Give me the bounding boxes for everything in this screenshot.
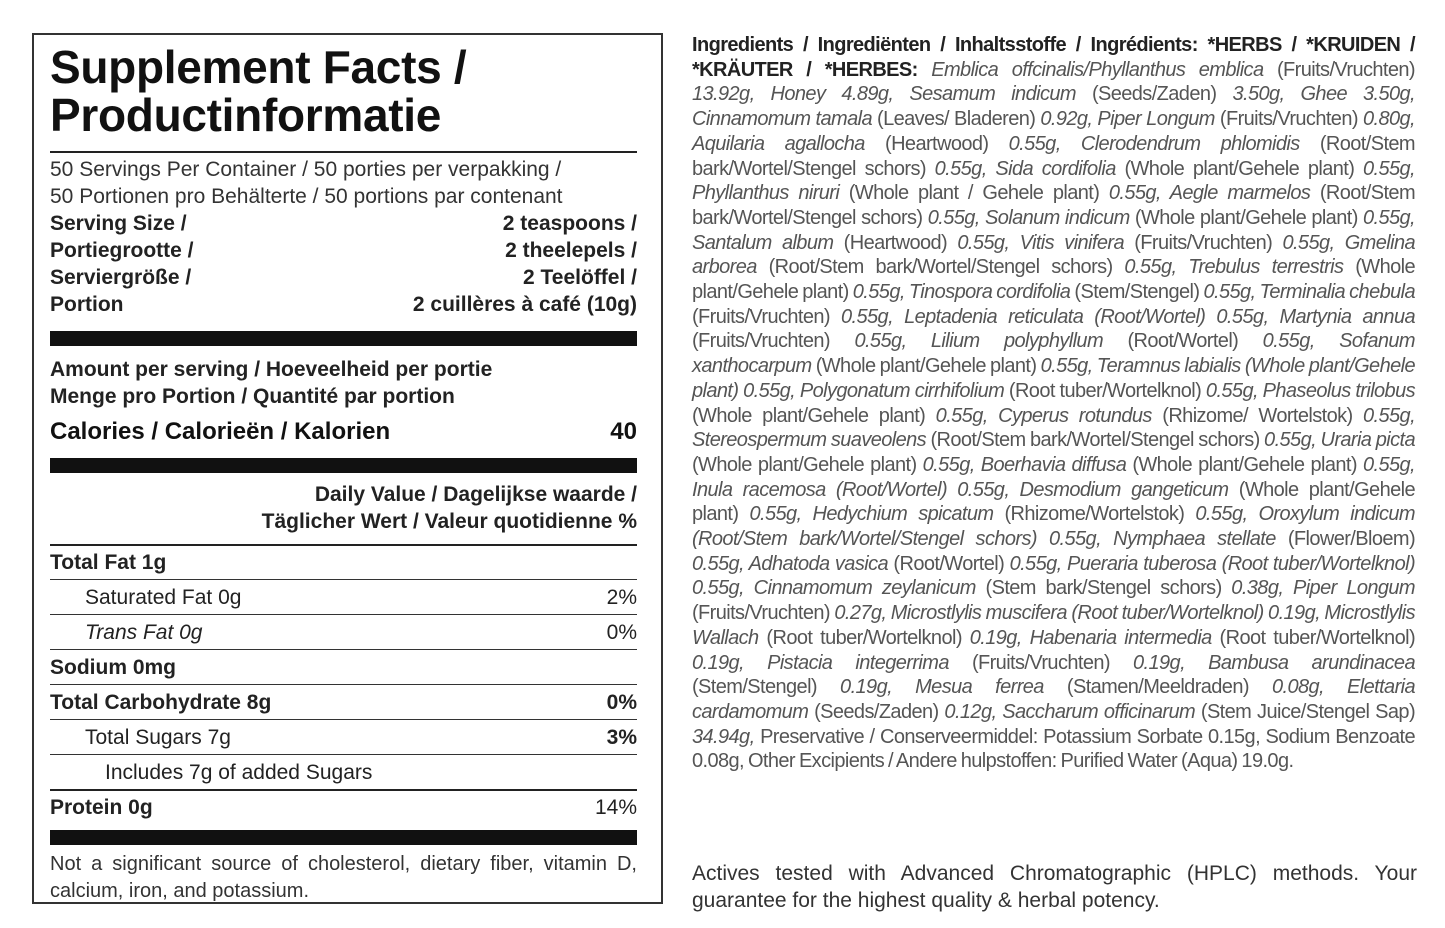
serving-size-label: Portiegrootte / — [50, 239, 194, 262]
nutrient-row-protein — [50, 789, 637, 824]
ingredient-part: (Stamen/Meeldraden) — [1043, 676, 1249, 699]
ingredient-name: Adhatoda vasica — [744, 552, 889, 575]
ingredient-part: (Fruits/Vruchten) — [1214, 108, 1358, 131]
ingredient-amount: 0.55g, — [1354, 157, 1415, 180]
ingredients-heading: Ingredients / Ingrediënten / Inhaltsstoffe / Ingrédients: *HERBS / *KRUIDEN / *KRÄUTER / *HERBES: — [692, 34, 1415, 81]
serving-size-value: 2 cuillères à café (10g) — [412, 293, 637, 316]
nutrient-pct: 0% — [606, 621, 637, 644]
serving-size-value: 2 theelepels / — [505, 239, 637, 262]
ingredient-item — [795, 380, 1258, 402]
ingredients-tail: Preservative / Conserveermiddel: Potassium Sorbate 0.15g, Sodium Benzoate 0.08g, Other Excipients / Andere hulpstoffen: Purified Water (Aqua) 19.0g. — [692, 725, 1415, 773]
ingredient-part: (Whole plant/Gehele plant) — [692, 453, 917, 476]
calories-row — [50, 417, 637, 447]
ingredient-item — [905, 281, 1256, 303]
ingredient-part: (Whole plant/Gehele plant) — [692, 478, 1415, 526]
ingredient-name: Elettaria cardamomum — [692, 676, 1415, 723]
ingredient-item — [744, 553, 1062, 575]
ingredient-part: (Rhizome/Wortelstok) — [993, 503, 1185, 526]
ingredient-item — [892, 676, 1324, 698]
ingredient-item — [744, 577, 1283, 599]
ingredient-name: Pueraria tuberosa (Root tuber/Wortelknol) — [1061, 552, 1416, 575]
ingredient-name: Sofanum xanthocarpum — [692, 330, 1415, 378]
ingredient-part: (Fruits/Vruchten) — [948, 651, 1110, 674]
ingredient-amount: 0.55g, — [988, 132, 1061, 155]
ingredient-name: Piper Longum — [1092, 108, 1215, 131]
ingredient-amount: 0.55g, — [829, 330, 907, 353]
ingredient-name: Boerhavia diffusa — [974, 453, 1127, 476]
ingredient-item — [692, 429, 1316, 451]
ingredient-item — [987, 158, 1415, 180]
nutrient-pct: 2% — [606, 586, 637, 609]
ingredient-amount: 0.55g, — [1259, 429, 1317, 452]
daily-value-header — [50, 481, 637, 535]
ingredient-part: (Whole plant/Gehele plant) — [692, 256, 1415, 304]
ingredient-part: (Root tuber/Wortelknol) — [758, 626, 962, 649]
ingredient-item — [1092, 108, 1415, 130]
ingredient-part: (Stem bark/Stengel schors) — [975, 577, 1222, 600]
ingredient-amount: 0.55g, — [925, 404, 988, 427]
nutrient-label: Total Sugars 7g — [85, 726, 231, 749]
ingredient-name: Martynia annua — [1268, 305, 1415, 328]
ingredient-item — [980, 207, 1415, 229]
ingredient-item — [692, 182, 1161, 204]
ingredient-amount: 0.55g, — [1099, 182, 1161, 205]
ingredient-name: Oroxylum indicum (Root/Stem bark/Wortel/Stengel schors) — [692, 503, 1415, 551]
ingredient-amount: 0.19g, — [692, 651, 745, 674]
ingredient-part: (Heartwood) — [833, 231, 948, 254]
ingredient-item — [692, 232, 1009, 254]
ingredient-amount: 0.38g, — [1221, 577, 1284, 600]
actives-statement: Actives tested with Advanced Chromatographic (HPLC) methods. Your guarantee for the highest quality & herbal potency. — [692, 862, 1417, 912]
ingredient-item — [893, 83, 1284, 105]
ingredient-amount: 0.19g, — [1263, 602, 1321, 625]
ingredient-amount: 3.50g, — [1216, 83, 1285, 106]
ingredient-name: Saccharum officinarum — [996, 700, 1196, 723]
ingredient-part: (Stem/Stengel) — [692, 676, 817, 699]
amount-line1: Amount per serving / Hoeveelheid per portie — [50, 358, 493, 381]
ingredient-name: Cinnamomum tamala — [692, 108, 872, 131]
ingredient-item — [755, 83, 894, 105]
ingredient-part: (Root tuber/Wortelknol) — [1004, 379, 1202, 402]
ingredient-name: Ghee 3.50g, — [1284, 83, 1416, 106]
ingredient-items — [692, 59, 1415, 748]
ingredient-part: (Seeds/Zaden) — [808, 700, 939, 723]
calories-value: 40 — [610, 418, 637, 445]
ingredient-part: (Fruits/Vruchten) — [692, 305, 830, 328]
ingredient-item — [692, 108, 1092, 130]
serving-size-row — [50, 237, 637, 264]
ingredient-part: (Stem/Stengel) — [1070, 281, 1200, 304]
ingredient-item — [906, 330, 1314, 352]
ingredient-name: Cyperus rotundus — [987, 404, 1152, 427]
ingredient-amount: 0.55g, — [947, 231, 1010, 254]
ingredient-amount: 0.55g, — [1199, 281, 1256, 304]
thick-divider — [50, 830, 637, 845]
ingredient-name: Microstlylis muscifera (Root tuber/Wortelknol) — [886, 602, 1264, 625]
title-rule — [50, 151, 637, 153]
ingredient-name: Aquilaria agallocha — [692, 132, 865, 155]
ingredient-name: Microstlylis Wallach — [692, 602, 1416, 649]
ingredient-name: Stereospermum suaveolens — [692, 429, 927, 452]
nutrient-row-total-sugars — [50, 719, 637, 754]
nutrient-row-trans-fat — [50, 614, 637, 649]
ingredient-part: (Root/Stem bark/Wortel/Stengel schors) — [692, 182, 1416, 229]
ingredient-amount: 0.55g, — [1205, 305, 1269, 328]
ingredient-part: (Fruits/Vruchten) — [692, 330, 830, 353]
thick-divider — [50, 458, 637, 473]
nutrient-pct: 0% — [606, 691, 637, 714]
ingredient-name: Sesamum indicum — [893, 83, 1076, 106]
ingredient-name: Polygonatum cirrhifolium — [795, 379, 1005, 402]
serving-size-value: 2 Teelöffel / — [523, 266, 637, 289]
ingredient-part: (Whole plant/Gehele plant) — [1115, 157, 1355, 180]
ingredient-name: Desmodium gangeticum — [1009, 478, 1229, 501]
ingredient-name: Emblica offcinalis/Phyllanthus emblica — [931, 58, 1264, 81]
ingredient-amount: 0.55g, — [1036, 528, 1102, 551]
ingredient-name: Pistacia integerrima — [744, 651, 949, 674]
serving-size-row — [50, 210, 637, 237]
ingredient-amount: 0.55g, — [1201, 379, 1258, 402]
ingredient-amount: 0.55g, — [947, 478, 1010, 501]
ingredient-amount: 0.27g, — [829, 602, 887, 625]
ingredient-amount: 0.55g, — [1004, 552, 1062, 575]
ingredient-amount: 0.55g, — [692, 552, 745, 575]
ingredient-item — [886, 602, 1320, 624]
ingredient-amount: 0.19g, — [817, 676, 893, 699]
ingredient-name: Cinnamomum zeylanicum — [744, 577, 976, 600]
ingredient-name: Gmelina arborea — [692, 231, 1415, 279]
ingredient-part: (Seeds/Zaden) — [1075, 83, 1217, 106]
ingredient-part: (Fruits/Vruchten) — [1263, 58, 1415, 81]
ingredient-amount: 0.55g, — [692, 577, 745, 600]
ingredient-name: Tinospora cordifolia — [904, 281, 1071, 304]
ingredient-name: Phyllanthus niruri — [692, 182, 840, 205]
nutrient-row-saturated-fat — [50, 579, 637, 614]
ingredient-part: (Whole plant/Gehele plant) — [1129, 206, 1358, 229]
ingredient-part: (Whole plant/Gehele plant) — [811, 355, 1037, 378]
nutrient-row-added-sugars — [50, 754, 637, 789]
nutrient-label: Total Carbohydrate 8g — [50, 691, 272, 714]
ingredient-amount: 0.55g, — [1357, 206, 1415, 229]
ingredient-name: Terminalia chebula — [1255, 281, 1416, 304]
nutrient-label: Trans Fat 0g — [85, 621, 203, 644]
nutrient-label: Protein 0g — [50, 796, 153, 819]
ingredient-name: Habenaria intermedia — [1021, 626, 1212, 649]
nutrient-pct: 3% — [606, 726, 637, 749]
ingredients-list — [692, 33, 1415, 774]
nutrient-label: Includes 7g of added Sugars — [105, 761, 373, 784]
ingredient-amount: 0.55g, — [916, 453, 975, 476]
calories-label: Calories / Calorieën / Kalorien — [50, 418, 391, 445]
ingredient-name: Inula racemosa (Root/Wortel) — [692, 478, 948, 501]
ingredient-name: Nymphaea stellate — [1101, 528, 1276, 551]
ingredient-amount: 0.55g, — [1036, 355, 1093, 378]
ingredient-part: (Whole plant/Gehele plant) — [1126, 453, 1357, 476]
nutrient-label: Total Fat 1g — [50, 551, 167, 574]
ingredient-name: Phaseolus trilobus — [1257, 379, 1416, 402]
ingredient-amount: 0.55g, — [1356, 453, 1415, 476]
ingredient-name: Vitis vinifera — [1009, 231, 1124, 254]
nutrient-row-sodium — [50, 649, 637, 684]
ingredient-amount: 0.55g, — [1272, 231, 1335, 254]
ingredient-item — [975, 454, 1415, 476]
ingredient-part: (Stem Juice/Stengel Sap) — [1195, 700, 1416, 723]
ingredient-item — [692, 479, 1009, 501]
nutrient-pct: 14% — [594, 796, 637, 819]
serving-size-label: Serving Size / — [50, 212, 187, 235]
facts-title — [50, 43, 637, 139]
ingredient-name: Clerodendrum phlomidis — [1060, 132, 1300, 155]
facts-title-line2: Productinformatie — [50, 89, 442, 141]
ingredient-part: (Leaves/ Bladeren) — [871, 108, 1036, 131]
ingredient-name: Solanum indicum — [979, 206, 1130, 229]
ingredient-item — [1009, 232, 1334, 254]
ingredient-amount: 0.55g, — [738, 379, 796, 402]
ingredient-name: Aegle marmelos — [1160, 182, 1311, 205]
ingredient-amount: 0.55g, — [829, 305, 894, 328]
ingredient-amount: 0.55g, — [1352, 404, 1416, 427]
ingredient-amount: 0.55g, — [1238, 330, 1315, 353]
ingredient-amount: 0.19g, — [1109, 651, 1186, 674]
ingredient-item — [893, 306, 1268, 328]
ingredient-part: (Root/Wortel) — [1103, 330, 1239, 353]
ingredient-amount: 34.94g, — [692, 725, 755, 748]
nutrient-row-total-fat — [50, 544, 637, 579]
ingredient-part: (Whole plant / Gehele plant) — [839, 182, 1100, 205]
ingredient-item — [744, 652, 1185, 674]
nutrient-row-total-carbohydrate — [50, 684, 637, 719]
nutrient-label: Saturated Fat 0g — [85, 586, 242, 609]
ingredient-part: (Root/Wortel) — [888, 552, 1005, 575]
servings-line2: 50 Portionen pro Behälterte / 50 portions par contenant — [50, 185, 563, 208]
ingredient-part: (Fruits/Vruchten) — [1123, 231, 1273, 254]
serving-size-row — [50, 264, 637, 291]
ingredient-name: Sida cordifolia — [986, 157, 1116, 180]
amount-per-serving — [50, 356, 637, 410]
supplement-facts-panel — [32, 33, 663, 904]
ingredient-part: (Root/Stem bark/Wortel/Stengel schors) — [926, 429, 1260, 452]
servings-per-container — [50, 156, 637, 210]
ingredient-name: Uraria picta — [1316, 429, 1415, 452]
ingredient-amount: 0.12g, — [938, 700, 997, 723]
ingredient-name: Teramnus labialis (Whole plant/Gehele plant) — [692, 355, 1415, 402]
ingredient-part: (Flower/Bloem) — [1275, 528, 1416, 551]
ingredient-item — [988, 405, 1415, 427]
ingredient-part: (Rhizome/ Wortelstok) — [1151, 404, 1353, 427]
amount-line2: Menge pro Portion / Quantité par portion — [50, 385, 455, 408]
ingredient-part: (Fruits/Vruchten) — [692, 602, 830, 625]
ingredient-part: (Root/Stem bark/Wortel/Stengel schors) — [756, 256, 1113, 279]
ingredient-amount: 0.19g, — [961, 626, 1022, 649]
serving-size-row — [50, 291, 637, 318]
ingredient-amount: 13.92g, — [692, 83, 755, 106]
ingredient-name: Piper Longum — [1283, 577, 1415, 600]
serving-size-label: Serviergröße / — [50, 266, 192, 289]
ingredient-amount: 0.55g, — [1184, 503, 1248, 526]
ingredient-amount: 0.55g, — [848, 281, 905, 304]
thick-divider — [50, 331, 637, 346]
ingredient-name: Trebulus terrestris — [1176, 256, 1344, 279]
servings-line1: 50 Servings Per Container / 50 porties per verpakking / — [50, 158, 562, 181]
ingredient-item — [1284, 83, 1415, 105]
ingredient-name: Bambusa arundinacea — [1185, 651, 1415, 674]
ingredient-part: (Root tuber/Wortelknol) — [1211, 626, 1416, 649]
ingredient-amount: 0.55g, — [922, 206, 980, 229]
ingredient-name: Leptadenia reticulata (Root/Wortel) — [893, 305, 1206, 328]
ingredient-name: Hedychium spicatum — [801, 503, 994, 526]
ingredient-name: Lilium polyphyllum — [906, 330, 1104, 353]
ingredient-amount: 0.92g, — [1035, 108, 1093, 131]
ingredient-name: Honey 4.89g, — [754, 83, 894, 106]
ingredient-part: (Root/Stem bark/Wortel/Stengel schors) — [692, 132, 1415, 180]
ingredient-part: (Heartwood) — [864, 132, 989, 155]
ingredient-item — [801, 503, 1247, 525]
dv-line1: Daily Value / Dagelijkse waarde / — [314, 483, 637, 506]
ingredient-amount: 0.55g, — [1112, 256, 1177, 279]
serving-size-block — [50, 210, 637, 318]
ingredient-amount: 0.55g, — [738, 503, 802, 526]
ingredient-item — [692, 133, 1061, 155]
ingredient-amount: 0.80g, — [1357, 108, 1415, 131]
ingredient-part: (Whole plant/Gehele plant) — [692, 404, 926, 427]
ingredient-name: Mesua ferrea — [892, 676, 1044, 699]
dv-line2: Täglicher Wert / Valeur quotidienne % — [261, 510, 637, 533]
nutrient-label: Sodium 0mg — [50, 656, 177, 679]
facts-footnote: Not a significant source of cholesterol, dietary fiber, vitamin D, calcium, iron, and potassium. — [50, 853, 637, 902]
serving-size-value: 2 teaspoons / — [502, 212, 637, 235]
ingredient-name: Santalum album — [692, 231, 834, 254]
ingredient-amount: 0.55g, — [925, 157, 987, 180]
facts-title-line1: Supplement Facts / — [50, 41, 467, 93]
serving-size-label: Portion — [50, 293, 124, 316]
ingredient-amount: 0.08g, — [1248, 676, 1324, 699]
